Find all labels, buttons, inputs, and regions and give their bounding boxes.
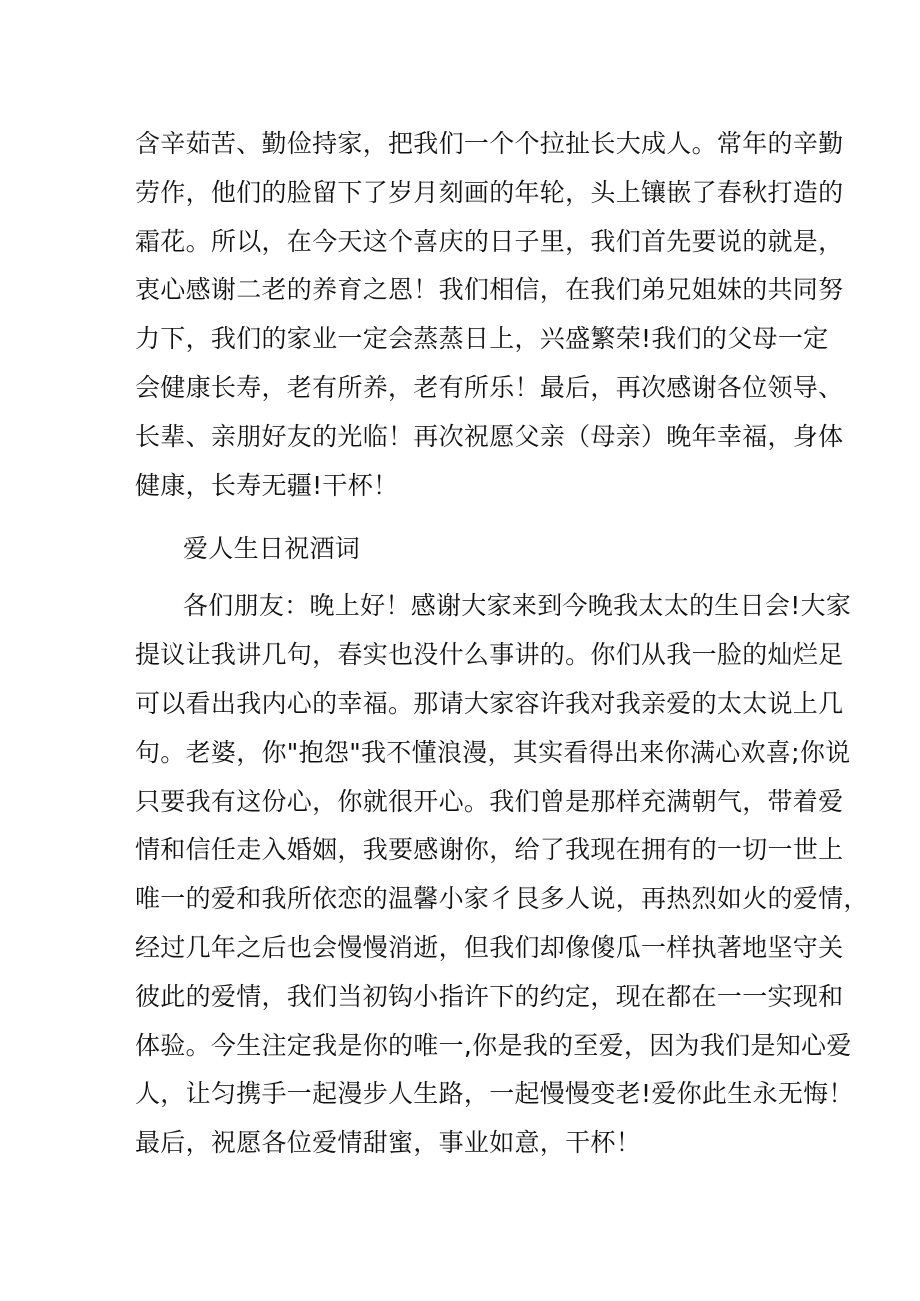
paragraph-line: 情和信任走入婚姻，我要感谢你，给了我现在拥有的一切一世上: [135, 835, 844, 865]
paragraph-line: 唯一的爱和我所依恋的温馨小家彳艮多人说，再热烈如火的爱情，: [135, 884, 869, 914]
paragraph-line: 经过几年之后也会慢慢消逝，但我们却像傻瓜一样执著地坚守关: [135, 932, 844, 962]
paragraph-line: 体验。今生注定我是你的唯一,你是我的至爱，因为我们是知心爱: [135, 1030, 852, 1060]
paragraph-toast-parents: [135, 120, 844, 510]
paragraph-line: 只要我有这份心，你就很开心。我们曾是那样充满朝气，带着爱: [135, 786, 844, 816]
paragraph-line: 各们朋友：晚上好！感谢大家来到今晚我太太的生日会!大家: [183, 591, 852, 621]
paragraph-line: 劳作，他们的脸留下了岁月刻画的年轮，头上镶嵌了春秋打造的: [135, 177, 844, 207]
paragraph-line: 彼此的爱情，我们当初钩小指许下的约定，现在都在一一实现和: [135, 981, 844, 1011]
paragraph-line: 会健康长寿，老有所养，老有所乐！最后，再次感谢各位领导、: [135, 372, 844, 402]
paragraph-line: 力下，我们的家业一定会蒸蒸日上，兴盛繁荣!我们的父母一定: [135, 324, 829, 354]
paragraph-line: 句。老婆，你"抱怨"我不懂浪漫，其实看得出来你满心欢喜;你说: [135, 737, 851, 767]
paragraph-line: 霜花。所以，在今天这个喜庆的日子里，我们首先要说的就是，: [135, 226, 844, 256]
paragraph-line: 长辈、亲朋好友的光临！再次祝愿父亲（母亲）晚年幸福，身体: [135, 421, 844, 451]
paragraph-line: 提议让我讲几句，春实也没什么事讲的。你们从我一脸的灿烂足: [135, 640, 844, 670]
paragraph-spouse-birthday-toast: [135, 582, 869, 1168]
paragraph-line: 可以看出我内心的幸福。那请大家容许我对我亲爱的太太说上几: [135, 688, 844, 718]
section-heading: 爱人生日祝酒词: [183, 534, 361, 564]
paragraph-line: 最后，祝愿各位爱情甜蜜，事业如意，干杯！: [135, 1128, 642, 1158]
paragraph-line: 人，让匀携手一起漫步人生路，一起慢慢变老!爱你此生永无悔！: [135, 1079, 854, 1109]
document-body: [135, 120, 869, 1168]
paragraph-line: 含辛茹苦、勤俭持家，把我们一个个拉扯长大成人。常年的辛勤: [135, 129, 844, 158]
paragraph-line: 健康，长寿无疆!干杯！: [135, 470, 399, 500]
paragraph-line: 衷心感谢二老的养育之恩！我们相信，在我们弟兄姐妹的共同努: [135, 275, 844, 305]
